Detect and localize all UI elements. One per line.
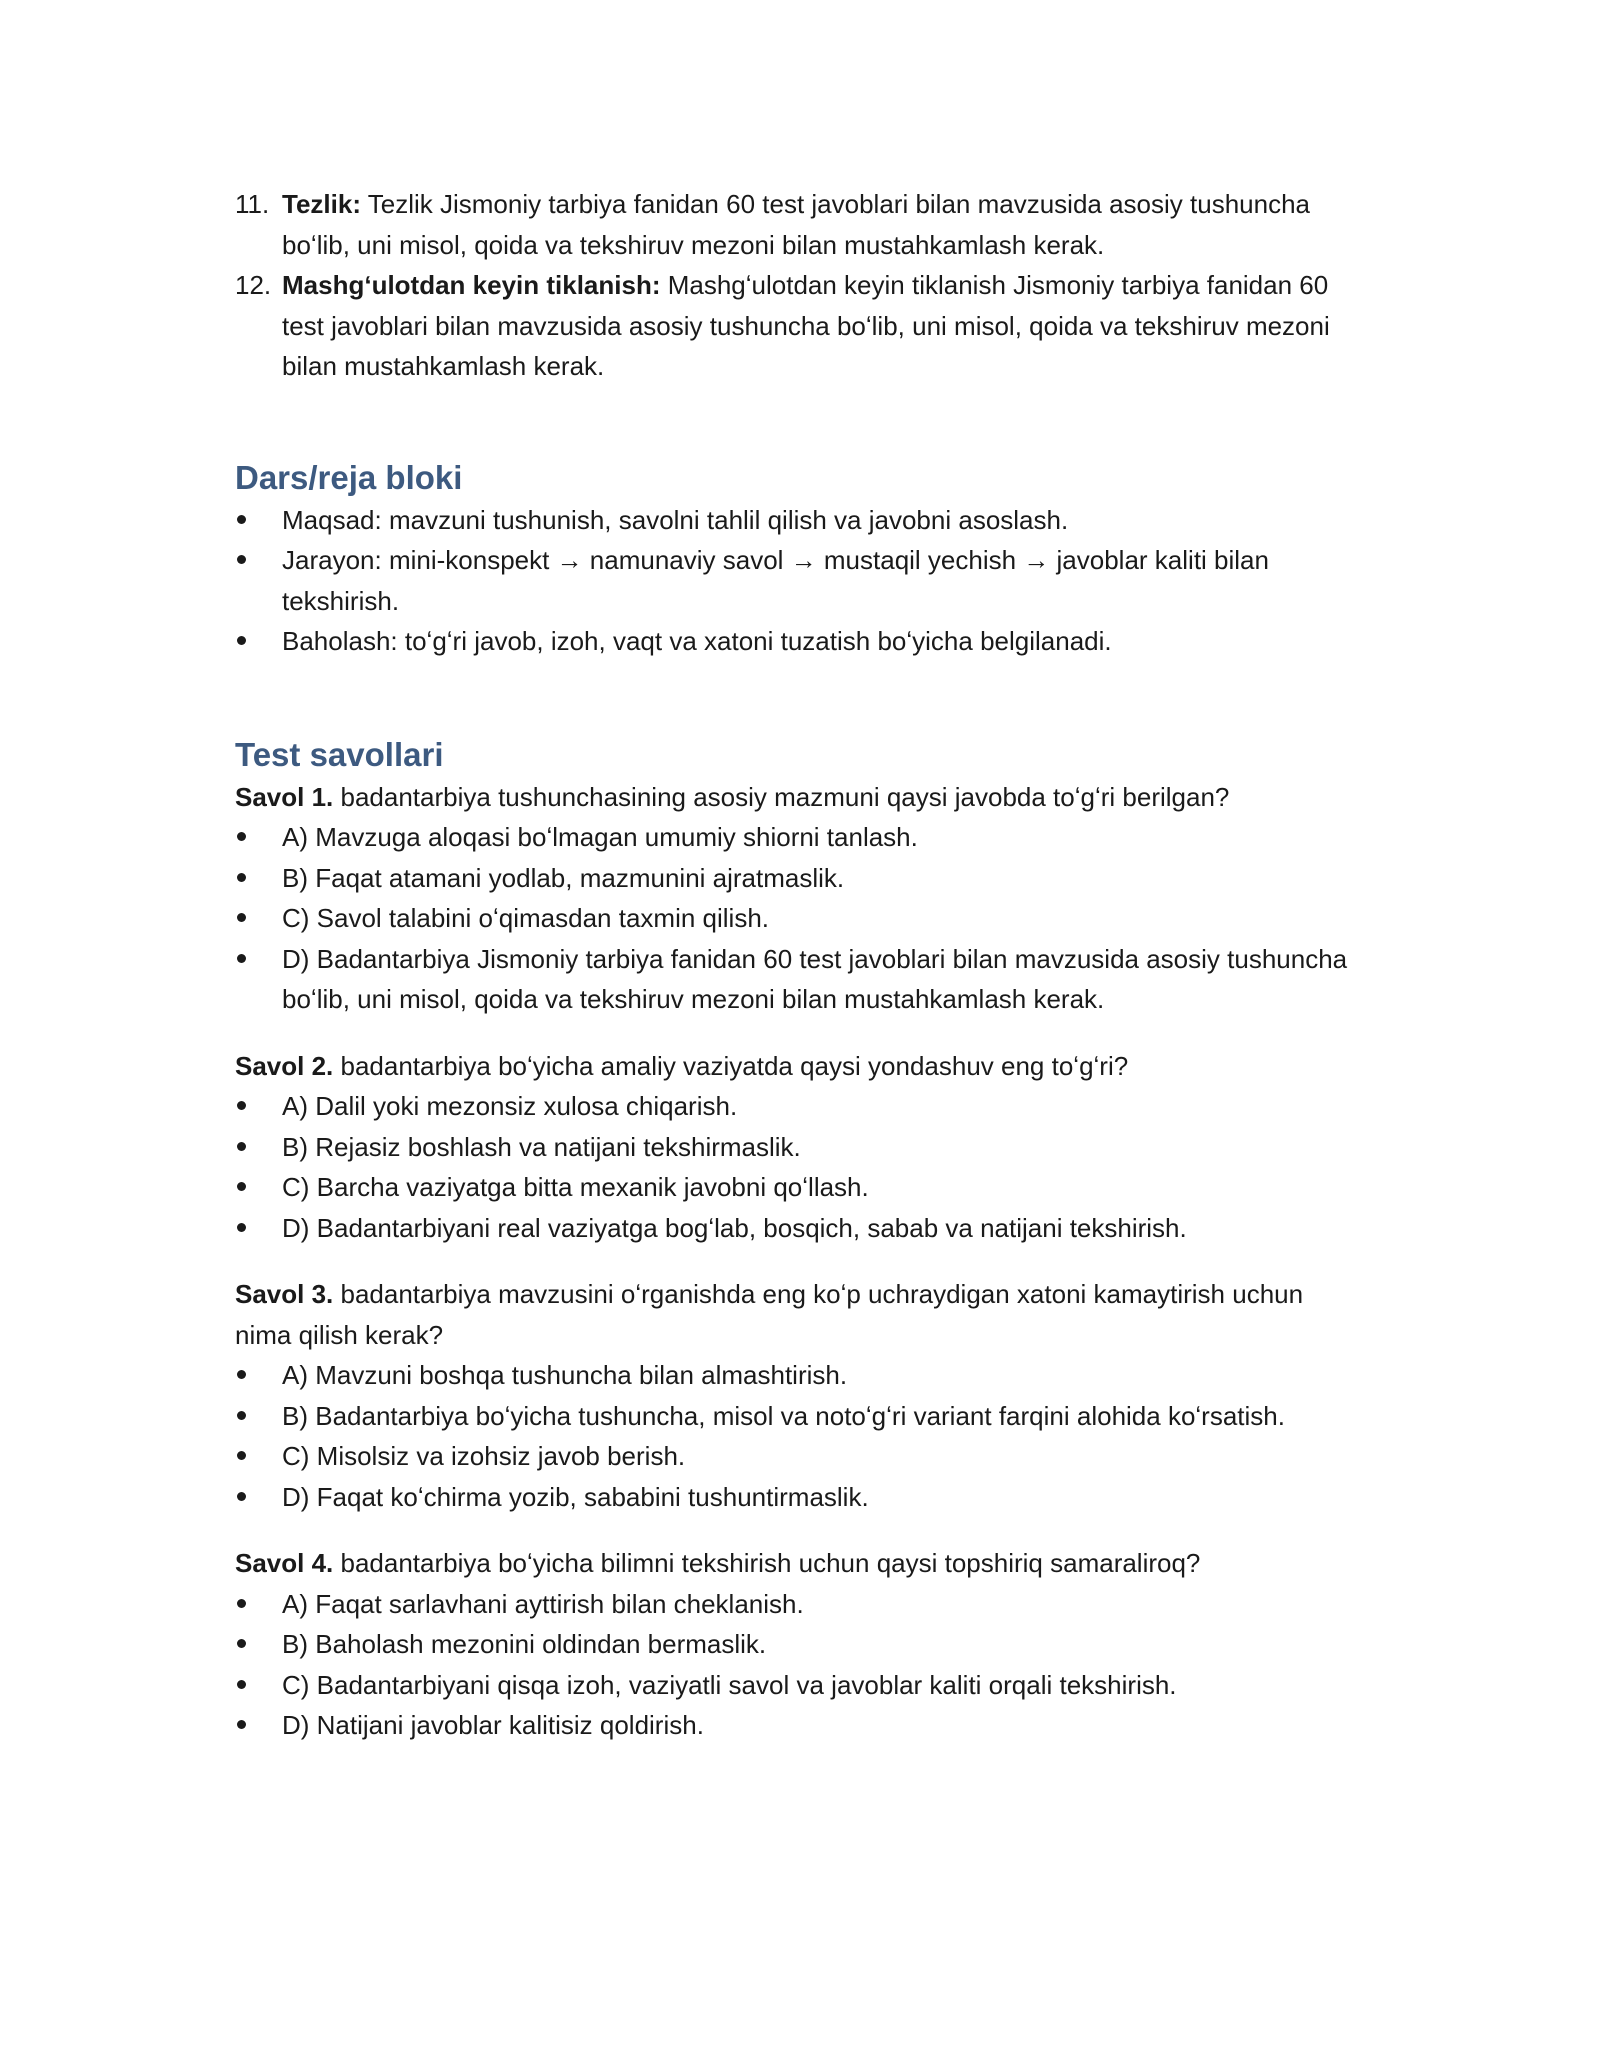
option-a: A) Dalil yoki mezonsiz xulosa chiqarish. <box>235 1086 1365 1127</box>
dars-list <box>235 500 1365 662</box>
question-3 <box>235 1274 1365 1355</box>
numbered-item <box>235 184 1365 265</box>
numbered-list <box>235 184 1365 387</box>
option-b: B) Baholash mezonini oldindan bermaslik. <box>235 1624 1365 1665</box>
question-text: badantarbiya boʻyicha amaliy vaziyatda qaysi yondashuv eng toʻgʻri? <box>333 1050 1129 1081</box>
question-2 <box>235 1046 1365 1087</box>
question-label: Savol 1. <box>235 781 334 812</box>
option-b: B) Faqat atamani yodlab, mazmunini ajratmaslik. <box>235 858 1365 899</box>
numbered-item <box>235 265 1365 387</box>
item-number: 11. <box>235 189 270 219</box>
option-c: C) Badantarbiyani qisqa izoh, vaziyatli savol va javoblar kaliti orqali tekshirish. <box>235 1665 1365 1706</box>
dars-item: Maqsad: mavzuni tushunish, savolni tahlil qilish va javobni asoslash. <box>235 500 1365 541</box>
option-c: C) Barcha vaziyatga bitta mexanik javobni qoʻllash. <box>235 1167 1365 1208</box>
question-3-options <box>235 1355 1365 1517</box>
item-term: Mashgʻulotdan keyin tiklanish: <box>282 270 661 300</box>
question-text: badantarbiya boʻyicha bilimni tekshirish uchun qaysi topshiriq samaraliroq? <box>333 1548 1201 1578</box>
item-text: Mashgʻulotdan keyin tiklanish Jismoniy tarbiya fanidan 60 test javoblari bilan mavzusida asosiy tushuncha boʻlib, uni misol, qoida va tekshiruv mezoni bilan mustahkamlash kerak. <box>282 270 1330 381</box>
question-label: Savol 3. <box>235 1279 334 1309</box>
option-a: A) Mavzuni boshqa tushuncha bilan almashtirish. <box>235 1355 1365 1396</box>
question-1 <box>235 777 1365 818</box>
question-text: badantarbiya mavzusini oʻrganishda eng koʻp uchraydigan xatoni kamaytirish uchun nima qilish kerak? <box>235 1279 1304 1350</box>
item-term: Tezlik: <box>282 189 361 219</box>
option-b: B) Rejasiz boshlash va natijani tekshirmaslik. <box>235 1127 1365 1168</box>
dars-heading: Dars/reja bloki <box>235 458 463 496</box>
question-label: Savol 2. <box>235 1050 334 1081</box>
option-a: A) Faqat sarlavhani ayttirish bilan cheklanish. <box>235 1584 1365 1625</box>
question-4 <box>235 1543 1365 1584</box>
question-text: badantarbiya tushunchasining asosiy mazmuni qaysi javobda toʻgʻri berilgan? <box>333 781 1230 812</box>
dars-item: Jarayon: mini-konspekt → namunaviy savol → mustaqil yechish → javoblar kaliti bilan tekshirish. <box>235 540 1365 621</box>
item-text: Tezlik Jismoniy tarbiya fanidan 60 test javoblari bilan mavzusida asosiy tushuncha boʻlib, uni misol, qoida va tekshiruv mezoni bilan mustahkamlash kerak. <box>282 189 1310 260</box>
item-number: 12. <box>235 270 272 300</box>
question-label: Savol 4. <box>235 1548 334 1578</box>
option-a: A) Mavzuga aloqasi boʻlmagan umumiy shiorni tanlash. <box>235 817 1365 858</box>
question-2-options <box>235 1086 1365 1248</box>
dars-item: Baholash: toʻgʻri javob, izoh, vaqt va xatoni tuzatish boʻyicha belgilanadi. <box>235 621 1365 662</box>
option-b: B) Badantarbiya boʻyicha tushuncha, misol va notoʻgʻri variant farqini alohida koʻrsatish. <box>235 1396 1365 1437</box>
option-d: D) Faqat koʻchirma yozib, sababini tushuntirmaslik. <box>235 1477 1365 1518</box>
option-d: D) Badantarbiyani real vaziyatga bogʻlab, bosqich, sabab va natijani tekshirish. <box>235 1208 1365 1249</box>
option-d: D) Natijani javoblar kalitisiz qoldirish. <box>235 1705 1365 1746</box>
test-heading: Test savollari <box>235 735 444 773</box>
option-c: C) Misolsiz va izohsiz javob berish. <box>235 1436 1365 1477</box>
question-4-options <box>235 1584 1365 1746</box>
option-d: D) Badantarbiya Jismoniy tarbiya fanidan 60 test javoblari bilan mavzusida asosiy tushuncha boʻlib, uni misol, qoida va tekshiruv mezoni bilan mustahkamlash kerak. <box>235 939 1365 1020</box>
question-1-options <box>235 817 1365 1020</box>
option-c: C) Savol talabini oʻqimasdan taxmin qilish. <box>235 898 1365 939</box>
